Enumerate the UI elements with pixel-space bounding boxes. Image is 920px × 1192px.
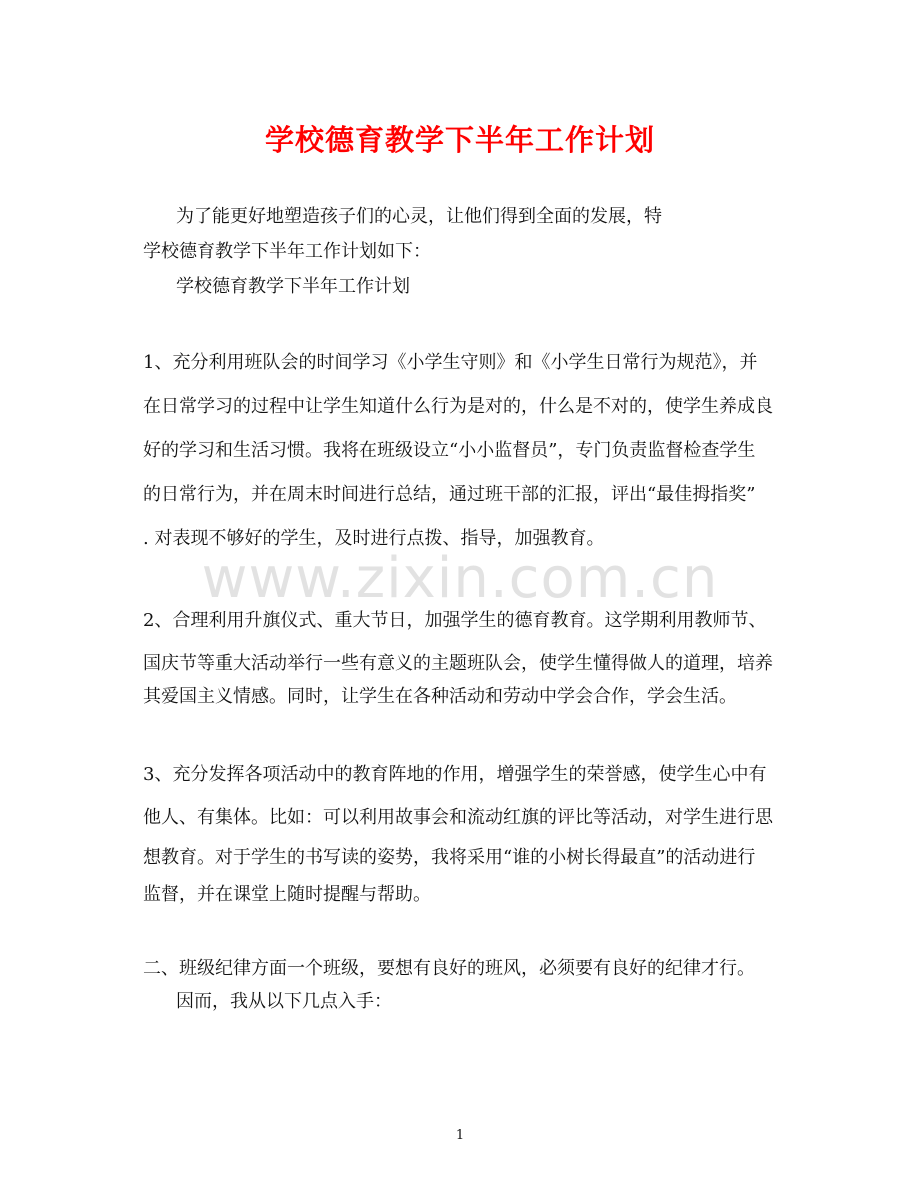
section3-line-2: 他人、有集体。比如：可以利用故事会和流动红旗的评比等活动，对学生进行思 xyxy=(143,807,773,828)
section1-line-3: 好的学习和生活习惯。我将在班级设立“小小监督员”，专门负责监督检查学生 xyxy=(143,440,756,461)
document-title: 学校德育教学下半年工作计划 xyxy=(264,123,655,157)
section1-line-2: 在日常学习的过程中让学生知道什么行为是对的，什么是不对的，使学生养成良 xyxy=(143,396,773,417)
section4-line-1: 二、班级纪律方面一个班级，要想有良好的班风，必须要有良好的纪律才行。 xyxy=(143,958,755,979)
page-number: 1 xyxy=(455,1128,465,1143)
section1-line-5: . 对表现不够好的学生，及时进行点拨、指导，加强教育。 xyxy=(143,528,605,549)
section2-line-1: 2、合理利用升旗仪式、重大节日，加强学生的德育教育。这学期利用教师节、 xyxy=(143,610,767,631)
section2-line-2: 国庆节等重大活动举行一些有意义的主题班队会，使学生懂得做人的道理，培养 xyxy=(143,653,773,674)
section3-line-3: 想教育。对于学生的书写读的姿势，我将采用“谁的小树长得最直”的活动进行 xyxy=(143,847,756,868)
intro-line-1: 为了能更好地塑造孩子们的心灵，让他们得到全面的发展，特 xyxy=(176,206,662,227)
watermark: www.zixin.com.cn xyxy=(201,546,719,611)
section3-line-1: 3、充分发挥各项活动中的教育阵地的作用，增强学生的荣誉感，使学生心中有 xyxy=(143,764,767,785)
section3-line-4: 监督，并在课堂上随时提醒与帮助。 xyxy=(143,884,431,905)
section1-line-4: 的日常行为，并在周末时间进行总结，通过班干部的汇报，评出“最佳拇指奖” xyxy=(143,484,756,505)
intro-line-2: 学校德育教学下半年工作计划如下： xyxy=(143,241,431,262)
section4-line-2: 因而，我从以下几点入手： xyxy=(176,991,392,1012)
section2-line-3: 其爱国主义情感。同时，让学生在各种活动和劳动中学会合作，学会生活。 xyxy=(143,686,737,707)
section1-line-1: 1、充分利用班队会的时间学习《小学生守则》和《小学生日常行为规范》，并 xyxy=(143,352,758,373)
intro-line-3: 学校德育教学下半年工作计划 xyxy=(176,276,410,297)
